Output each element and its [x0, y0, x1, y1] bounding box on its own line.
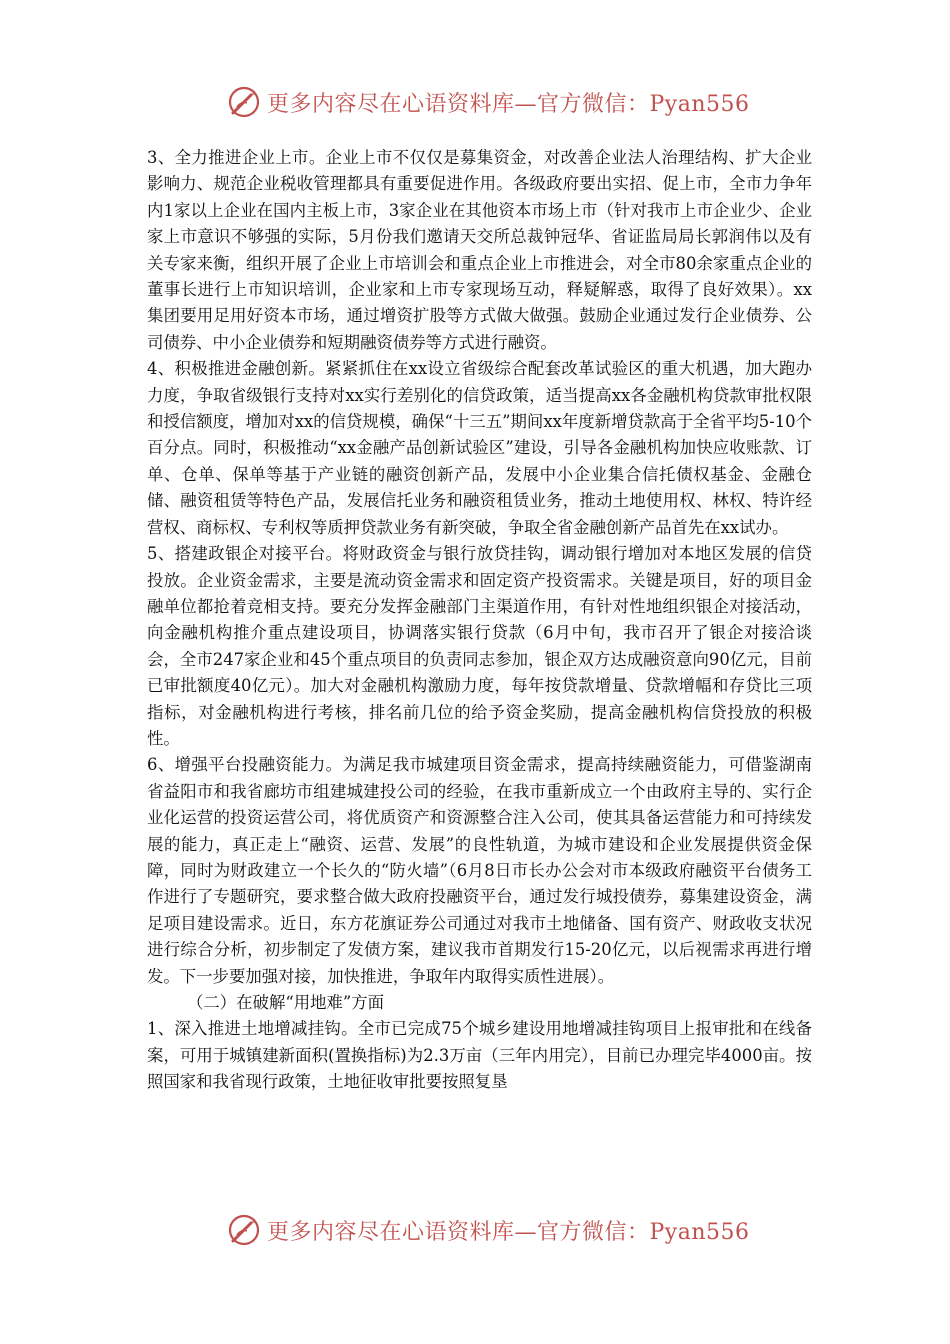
footer-banner — [227, 1210, 750, 1250]
section-heading-land-use: （二）在破解“用地难”方面 — [187, 993, 385, 1012]
header-banner — [227, 82, 750, 122]
paragraph-financial-innovation: 4、积极推进金融创新。紧紧抓住在xx设立省级综合配套改革试验区的重大机遇，加大跑办力度，争取省级银行支持对xx实行差别化的信贷政策，适当提高xx各金融机构贷款审批权限和授信额度，增加对xx的信贷规模，确保“十三五”期间xx年度新增贷款高于全省平均5-10个百分点。同时，积极推动“xx金融产品创新试验区”建设，引导各金融机构加快应收账款、订单、仓单、保单等基于产业链的融资创新产品，发展中小企业集合信托债权基金、金融仓储、融资租赁等特色产品，发展信托业务和融资租赁业务，推动土地使用权、林权、特许经营权、商标权、专利权等质押贷款业务有新突破，争取全省金融创新产品首先在xx试办。 — [147, 359, 812, 537]
paragraph-bank-enterprise-platform: 5、搭建政银企对接平台。将财政资金与银行放贷挂钩，调动银行增加对本地区发展的信贷投放。企业资金需求，主要是流动资金需求和固定资产投资需求。关键是项目，好的项目金融单位都抢着竞相支持。要充分发挥金融部门主渠道作用，有针对性地组织银企对接活动，向金融机构推介重点建设项目，协调落实银行贷款（6月中旬，我市召开了银企对接洽谈会，全市247家企业和45个重点项目的负责同志参加，银企双方达成融资意向90亿元，目前已审批额度40亿元）。加大对金融机构激励力度，每年按贷款增量、贷款增幅和存贷比三项指标，对金融机构进行考核，排名前几位的给予资金奖励，提高金融机构信贷投放的积极性。 — [147, 544, 812, 748]
paragraph-enterprise-listing: 3、全力推进企业上市。企业上市不仅仅是募集资金，对改善企业法人治理结构、扩大企业影响力、规范企业税收管理都具有重要促进作用。各级政府要出实招、促上市，全市力争年内1家以上企业在国内主板上市，3家企业在其他资本市场上市（针对我市上市企业少、企业家上市意识不够强的实际，5月份我们邀请天交所总裁钟冠华、省证监局局长郭润伟以及有关专家来衡，组织开展了企业上市培训会和重点企业上市推进会，对全市80余家重点企业的董事长进行上市知识培训，企业家和上市专家现场互动，释疑解惑，取得了良好效果）。xx集团要用足用好资本市场，通过增资扩股等方式做大做强。鼓励企业通过发行企业债券、公司债券、中小企业债券和短期融资债券等方式进行融资。 — [147, 148, 812, 352]
header-banner-text: 更多内容尽在心语资料库—官方微信：Pyan556 — [267, 91, 750, 117]
paragraph-platform-financing: 6、增强平台投融资能力。为满足我市城建项目资金需求，提高持续融资能力，可借鉴湖南省益阳市和我省廊坊市组建城建投公司的经验，在我市重新成立一个由政府主导的、实行企业化运营的投资运营公司，将优质资产和资源整合注入公司，使其具备运营能力和可持续发展的能力，真正走上“融资、运营、发展”的良性轨道，为城市建设和企业发展提供资金保障，同时为财政建立一个长久的“防火墙”（6月8日市长办公会对市本级政府融资平台债务工作进行了专题研究，要求整合做大政府投融资平台，通过发行城投债券，募集建设资金，满足项目建设需求。近日，东方花旗证券公司通过对我市土地储备、国有资产、财政收支状况进行综合分析，初步制定了发债方案，建议我市首期发行15-20亿元，以后视需求再进行增发。下一步要加强对接，加快推进，争取年内取得实质性进展）。 — [147, 755, 812, 986]
paragraph-land-linkage: 1、深入推进土地增减挂钩。全市已完成75个城乡建设用地增减挂钩项目上报审批和在线备案，可用于城镇建新面积(置换指标)为2.3万亩（三年内用完），目前已办理完毕4000亩。按照国家和我省现行政策，土地征收审批要按照复垦 — [147, 1019, 812, 1092]
pen-logo-icon — [227, 85, 261, 119]
document-body — [147, 145, 812, 1096]
footer-banner-text: 更多内容尽在心语资料库—官方微信：Pyan556 — [267, 1219, 750, 1245]
pen-logo-icon — [227, 1213, 261, 1247]
